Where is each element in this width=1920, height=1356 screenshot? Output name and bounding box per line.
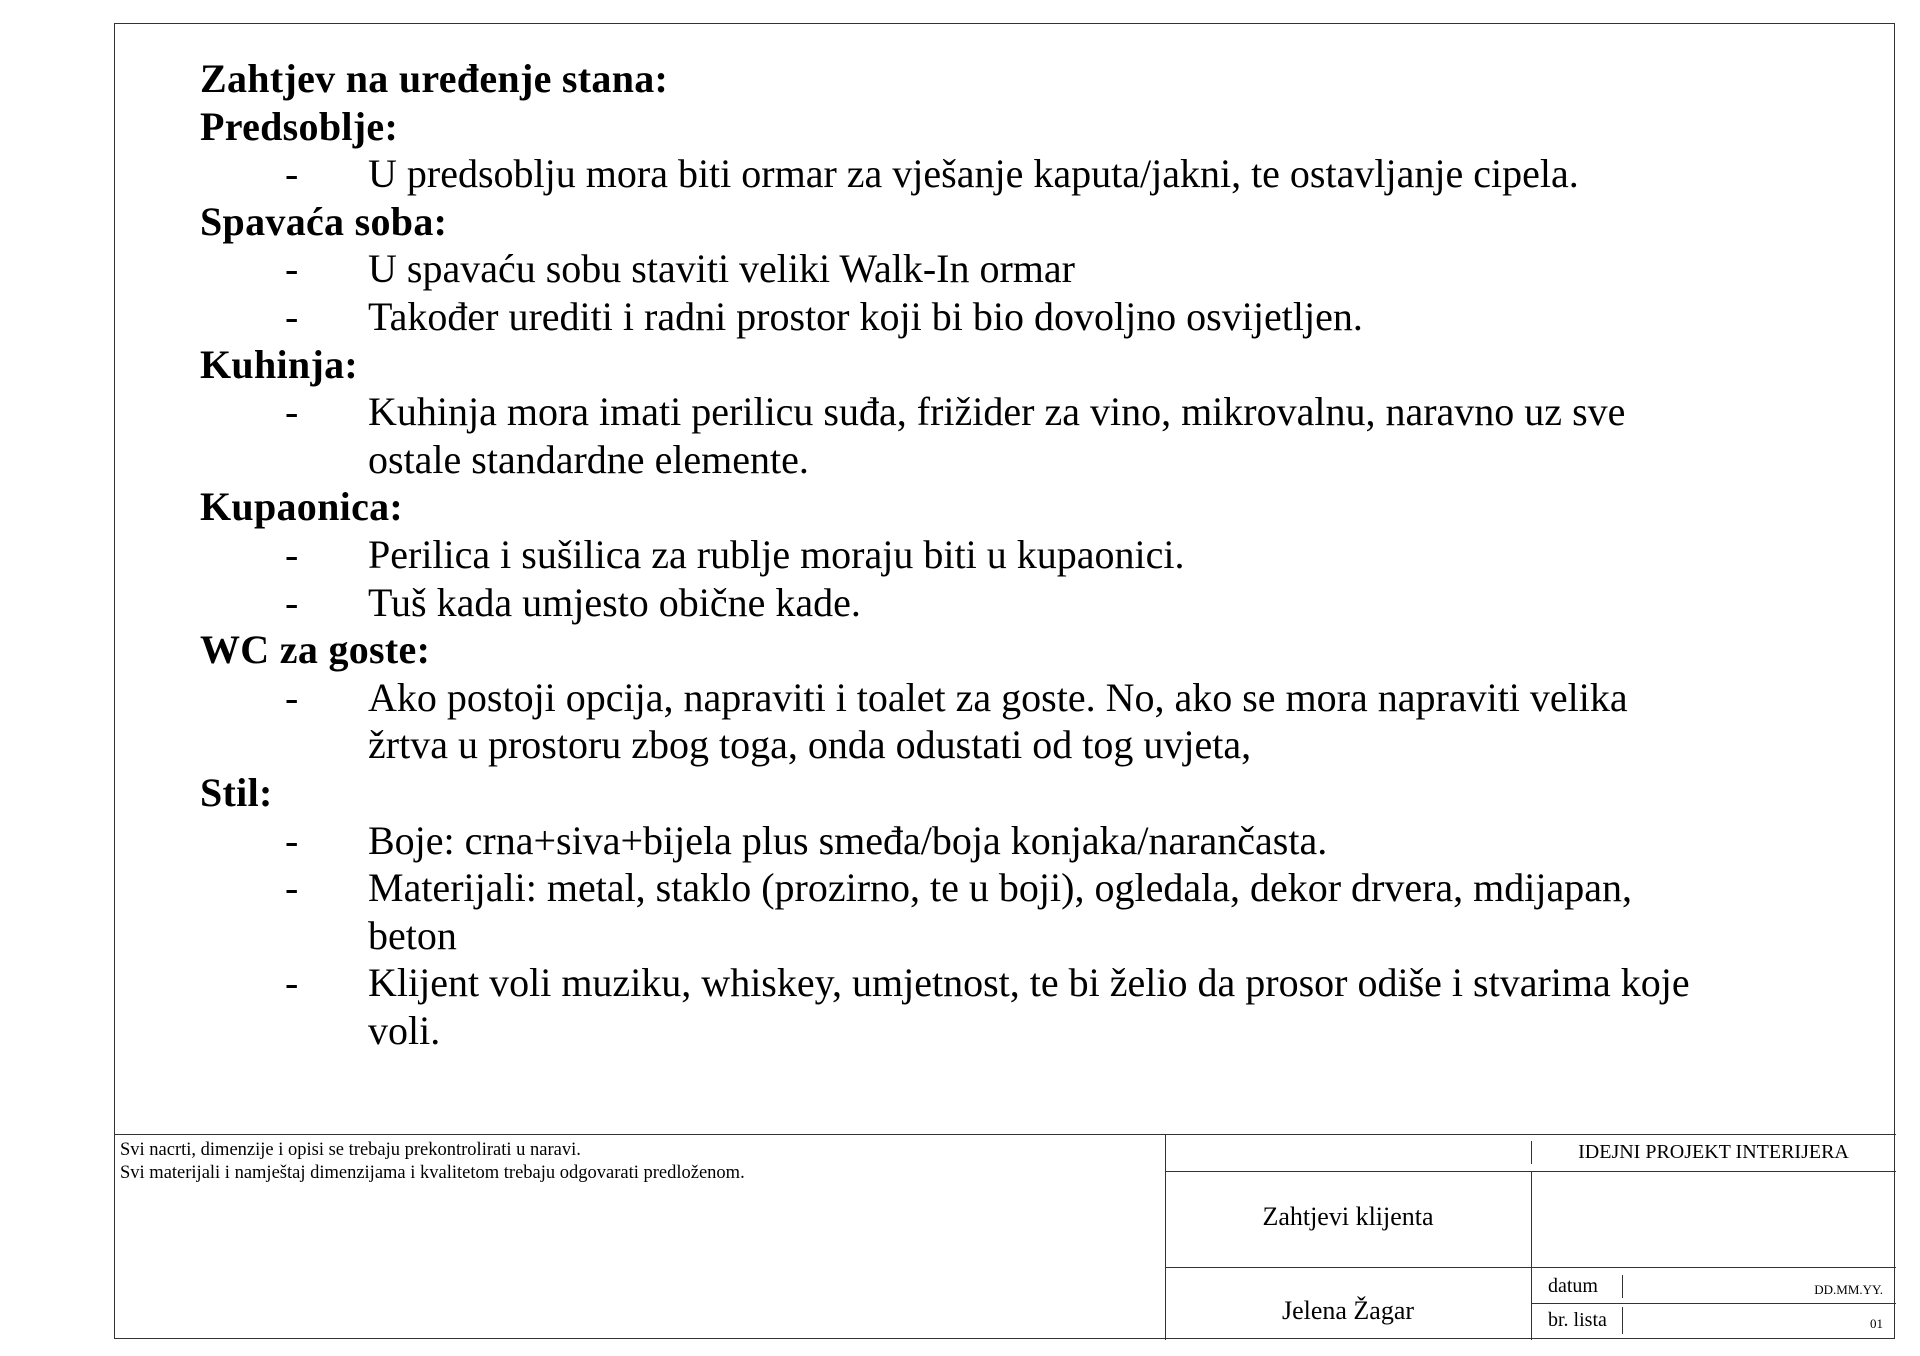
list-item-text: Također urediti i radni prostor koji bi bio dovoljno osvijetljen. <box>368 294 1363 339</box>
date-value: DD.MM.YY. <box>1814 1282 1883 1297</box>
list-item-text: Tuš kada umjesto obične kade. <box>368 579 861 625</box>
list-item-text: voli. <box>368 1008 441 1053</box>
bullet-dash-icon: - <box>285 960 299 1006</box>
title-block-inner-divider <box>1531 1171 1532 1340</box>
sheet-no-value: 01 <box>1870 1316 1883 1331</box>
bullet-dash-icon: - <box>285 579 299 625</box>
title-block-top-border <box>114 1134 1896 1135</box>
title-block-row-divider <box>1531 1303 1896 1304</box>
date-label: datum <box>1548 1275 1598 1297</box>
list-item-text: Materijali: metal, staklo (prozirno, te u boji), ogledala, dekor drvera, mdijapan, <box>368 865 1633 911</box>
sheet-title: Zahtjevi klijenta <box>1262 1202 1434 1231</box>
section-heading: Predsoblje: <box>200 103 399 149</box>
section-heading: WC za goste: <box>200 627 431 673</box>
section-heading: Spavaća soba: <box>200 198 448 244</box>
section-heading: Stil: <box>200 770 273 815</box>
note-line-2: Svi materijali i namještaj dimenzijama i kvalitetom trebaju odgovarati predloženom. <box>120 1163 745 1183</box>
list-item-text: ostale standardne elemente. <box>368 436 809 482</box>
bullet-dash-icon: - <box>285 865 299 911</box>
note-line-1: Svi nacrti, dimenzije i opisi se trebaju prekontrolirati u naravi. <box>120 1140 581 1160</box>
list-item-text: U spavaću sobu staviti veliki Walk-In ormar <box>368 246 1075 292</box>
document-title: Zahtjev na uređenje stana: <box>200 56 669 101</box>
bullet-dash-icon: - <box>285 294 299 339</box>
section-heading: Kuhinja: <box>200 341 359 387</box>
author-name: Jelena Žagar <box>1281 1296 1415 1325</box>
list-item-text: Boje: crna+siva+bijela plus smeđa/boja konjaka/narančasta. <box>368 817 1328 863</box>
bullet-dash-icon: - <box>285 246 299 292</box>
date-tick <box>1622 1275 1623 1298</box>
bullet-dash-icon: - <box>285 389 299 435</box>
sheet-no-tick <box>1622 1307 1623 1334</box>
bullet-dash-icon: - <box>285 674 299 720</box>
list-item-text: Kuhinja mora imati perilicu suđa, frižider za vino, mikrovalnu, naravno uz sve <box>368 389 1626 435</box>
list-item-text: beton <box>368 912 457 958</box>
bullet-dash-icon: - <box>285 151 299 197</box>
project-type: IDEJNI PROJEKT INTERIJERA <box>1578 1141 1849 1163</box>
bullet-dash-icon: - <box>285 817 299 863</box>
bullet-dash-icon: - <box>285 532 299 577</box>
list-item-text: žrtva u prostoru zbog toga, onda odustati od tog uvjeta, <box>368 722 1252 768</box>
list-item-text: Klijent voli muziku, whiskey, umjetnost, te bi želio da prosor odiše i stvarima koje <box>368 960 1690 1006</box>
list-item-text: U predsoblju mora biti ormar za vješanje kaputa/jakni, te ostavljanje cipela. <box>368 151 1579 197</box>
title-block-row-divider <box>1165 1267 1896 1268</box>
list-item-text: Ako postoji opcija, napraviti i toalet za goste. No, ako se mora napraviti velika <box>368 674 1628 720</box>
list-item-text: Perilica i sušilica za rublje moraju biti u kupaonici. <box>368 532 1185 577</box>
section-heading: Kupaonica: <box>200 484 404 530</box>
sheet-no-label: br. lista <box>1548 1309 1607 1331</box>
